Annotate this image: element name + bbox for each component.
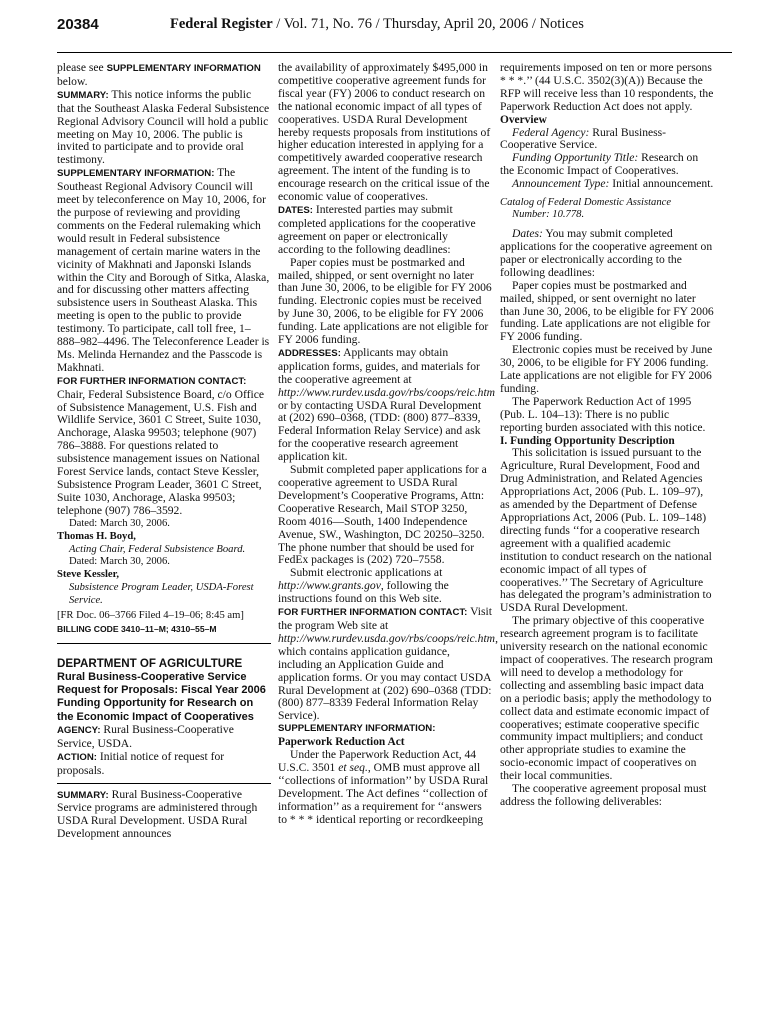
section-heading: Overview [500, 113, 547, 126]
paragraph: Announcement Type: Initial announcement. [512, 177, 714, 191]
journal-name: Federal Register [170, 16, 273, 32]
paragraph: Submit electronic applications at http://www.grants.gov, following the instructions found on this Web site. [278, 566, 449, 606]
paragraph: Federal Agency: Rural Business-Cooperative Service. [500, 125, 667, 152]
grants-gov-link[interactable]: http://www.grants.gov [278, 579, 381, 593]
section-divider [57, 643, 271, 644]
paragraph: please see SUPPLEMENTARY INFORMATION below. [57, 61, 261, 88]
fr-doc-line: [FR Doc. 06–3766 Filed 4–19–06; 8:45 am] [57, 610, 244, 622]
signer-name: Steve Kessler, [57, 569, 119, 581]
agency-heading: Rural Business-Cooperative Service [57, 670, 247, 683]
program-site-link[interactable]: http://www.rurdev.usda.gov/rbs/coops/reic.htm [278, 631, 496, 645]
supplementary-label: SUPPLEMENTARY INFORMATION: [278, 723, 436, 735]
paragraph: This solicitation is issued pursuant to the Agriculture, Rural Development, Food and Drug Administration, and Related Agencies Appropriations Act, 2006 (Pub. L. 109–97), as amended by the Department of Defense Appropriations Act, 2006 (Pub. L. 109–148) directing funds ‘‘for a cooperative research agreement with a qualified academic institution to conduct research on the national economic impact of all types of cooperatives.’’ The Secretary of Agriculture has delegated the program’s administration to USDA Rural Development. [500, 446, 712, 615]
paragraph: Electronic copies must be received by June 30, 2006, to be eligible for FY 2006 funding. Late applications are not eligible for FY 2006 funding. [500, 343, 713, 395]
department-heading: DEPARTMENT OF AGRICULTURE [57, 656, 243, 670]
summary-paragraph: SUMMARY: This notice informs the public that the Southeast Alaska Federal Subsistence Regional Advisory Council will hold a public meeting on May 10, 2006. The public is invited to participate and to provide oral testimony. [57, 87, 270, 167]
paragraph: Paper copies must be postmarked and mailed, shipped, or sent overnight no later than June 30, 2006, to be eligible for FY 2006 funding. Electronic copies must be received by June 30, 2006, to be eligible for FY 2006 funding. Late applications are not eligible for FY 2006 funding. [278, 255, 492, 347]
column-2 [278, 61, 498, 826]
paragraph: The primary objective of this cooperative research agreement program is to facilitate university research on the national economic impact of cooperatives. The research program will need to develop a methodology for collecting and assembling basic impact data on a periodic basis; apply the methodology to collect data and estimate economic impact of cooperatives; estimate cooperative specific community impact multipliers; and conduct other appropriate studies to examine the socio-economic impact of cooperatives on their local communities. [500, 614, 713, 783]
summary-divider [57, 783, 271, 784]
catalog-number: Catalog of Federal Domestic Assistance Number: 10.778. [500, 197, 672, 221]
column-1 [57, 62, 271, 841]
contact-paragraph: FOR FURTHER INFORMATION CONTACT: Visit the program Web site at http://www.rurdev.usda.gov/rbs/coops/reic.htm, which contains application guidance, including an Application Guide and application forms. Or you may contact USDA Rural Development at (202) 690–0368 (TDD: (800) 877–8339 Federal Information Relay Service). [278, 605, 498, 723]
action-paragraph: ACTION: Initial notice of request for proposals. [57, 749, 225, 777]
paragraph: requirements imposed on ten or more persons * * *.’’ (44 U.S.C. 3502(3)(A)) Because the RFP will receive less than 10 respondents, the Paperwork Reduction Act does not apply. [500, 61, 714, 113]
section-heading: Paperwork Reduction Act [278, 736, 405, 749]
column-3 [500, 62, 714, 809]
paragraph: The Paperwork Reduction Act of 1995 (Pub. L. 104–13): There is no public reporting burden associated with this notice. [500, 394, 706, 434]
paragraph: the availability of approximately $495,000 in competitive cooperative agreement funds for fiscal year (FY) 2006 to conduct research on the national economic impact of all types of cooperatives. USDA Rural Development hereby requests proposals from institutions of higher education interested in applying for a competitively awarded cooperative research agreement. The intent of the funding is to encourage research on the critical issue of the economic value of cooperatives. [278, 61, 491, 204]
paragraph: Funding Opportunity Title: Research on the Economic Impact of Cooperatives. [500, 151, 699, 178]
paragraph: Under the Paperwork Reduction Act, 44 U.S.C. 3501 et seq., OMB must approve all ‘‘collections of information’’ by USDA Rural Development. The Act defines ‘‘collection of information’’ as a requirement for ‘‘answers to * * * identical reporting or recordkeeping [278, 748, 489, 826]
dated-line: Dated: March 30, 2006. [69, 517, 170, 529]
dated-line: Dated: March 30, 2006. [69, 556, 170, 568]
supplementary-paragraph: SUPPLEMENTARY INFORMATION: The Southeast Regional Advisory Council will meet by teleconference on May 10, 2006, for the purpose of reviewing and providing comments on the Federal rulemaking which would result in Federal subsistence management of certain marine waters in the vicinity of Makhnati and Japonski Islands within the City and Borough of Sitka, Alaska, and for discussing other matters affecting subsistence users in Southeast Alaska. This meeting is open to the public to provide testimony. To participate, call toll free, 1–888–982–4496. The Teleconference Leader is Ms. Melinda Hernandez and the Passcode is Makhnati. [57, 166, 270, 374]
agency-paragraph: AGENCY: Rural Business-Cooperative Service, USDA. [57, 722, 234, 750]
section-heading: I. Funding Opportunity Description [500, 434, 675, 447]
running-header [57, 12, 732, 53]
contact-paragraph: FOR FURTHER INFORMATION CONTACT: Chair, Federal Subsistence Board, c/o Office of Subsistence Management, U.S. Fish and Wildlife Service, 3601 C Street, Suite 1030, Anchorage, Alaska 99503; telephone (907) 786–3888. For questions related to subsistence management issues on National Forest Service lands, contact Steve Kessler, Subsistence Program Leader, 3601 C Street, Suite 1030, Anchorage, Alaska 99503; telephone (907) 786–3592. [57, 375, 264, 517]
billing-code: BILLING CODE 3410–11–M; 4310–55–M [57, 623, 217, 634]
paragraph: The cooperative agreement proposal must address the following deliverables: [500, 782, 707, 808]
dates-paragraph: DATES: Interested parties may submit completed applications for the cooperative agreement on paper or electronically according to the following deadlines: [278, 202, 476, 256]
paragraph: Paper copies must be postmarked and mailed, shipped, or sent overnight no later than June 30, 2006, to be eligible for FY 2006 funding. Late applications are not eligible for FY 2006 funding. [500, 278, 714, 344]
summary-paragraph-2: SUMMARY: Rural Business-Cooperative Service programs are administered through USDA Rural Development. USDA Rural Development announces [57, 787, 258, 841]
paragraph: Submit completed paper applications for a cooperative agreement to USDA Rural Development’s Cooperative Programs, Attn: Cooperative Research, Mail STOP 3250, Room 4016—South, 1400 Independence Avenue, SW., Washington, DC 20250–3250. The phone number that should be used for FedEx packages is (202) 720–7558. [278, 463, 487, 567]
signer-title: Acting Chair, Federal Subsistence Board. [69, 543, 246, 555]
running-head [170, 16, 584, 33]
page-number: 20384 [57, 16, 99, 33]
application-url-link[interactable]: http://www.rurdev.usda.gov/rbs/coops/reic.htm [278, 385, 496, 399]
signer-title: Subsistence Program Leader, USDA-Forest Service. [69, 582, 254, 607]
signer-name: Thomas H. Boyd, [57, 530, 136, 542]
issue-info: / Vol. 71, No. 76 / Thursday, April 20, 2006 / Notices [272, 16, 584, 32]
paragraph: Dates: You may submit completed applications for the cooperative agreement on paper or electronically according to the following deadlines: [500, 227, 713, 279]
document-title: Request for Proposals: Fiscal Year 2006 Funding Opportunity for Research on the Economic Impact of Cooperatives [57, 683, 266, 723]
addresses-paragraph: ADDRESSES: Applicants may obtain application forms, guides, and materials for the cooperative agreement at http://www.rurdev.usda.gov/rbs/coops/reic.htm or by contacting USDA Rural Development at (202) 690–0368, (TDD: (800) 877–8339, Federal Information Relay Service) and ask for the cooperative research agreement application kit. [278, 345, 496, 464]
